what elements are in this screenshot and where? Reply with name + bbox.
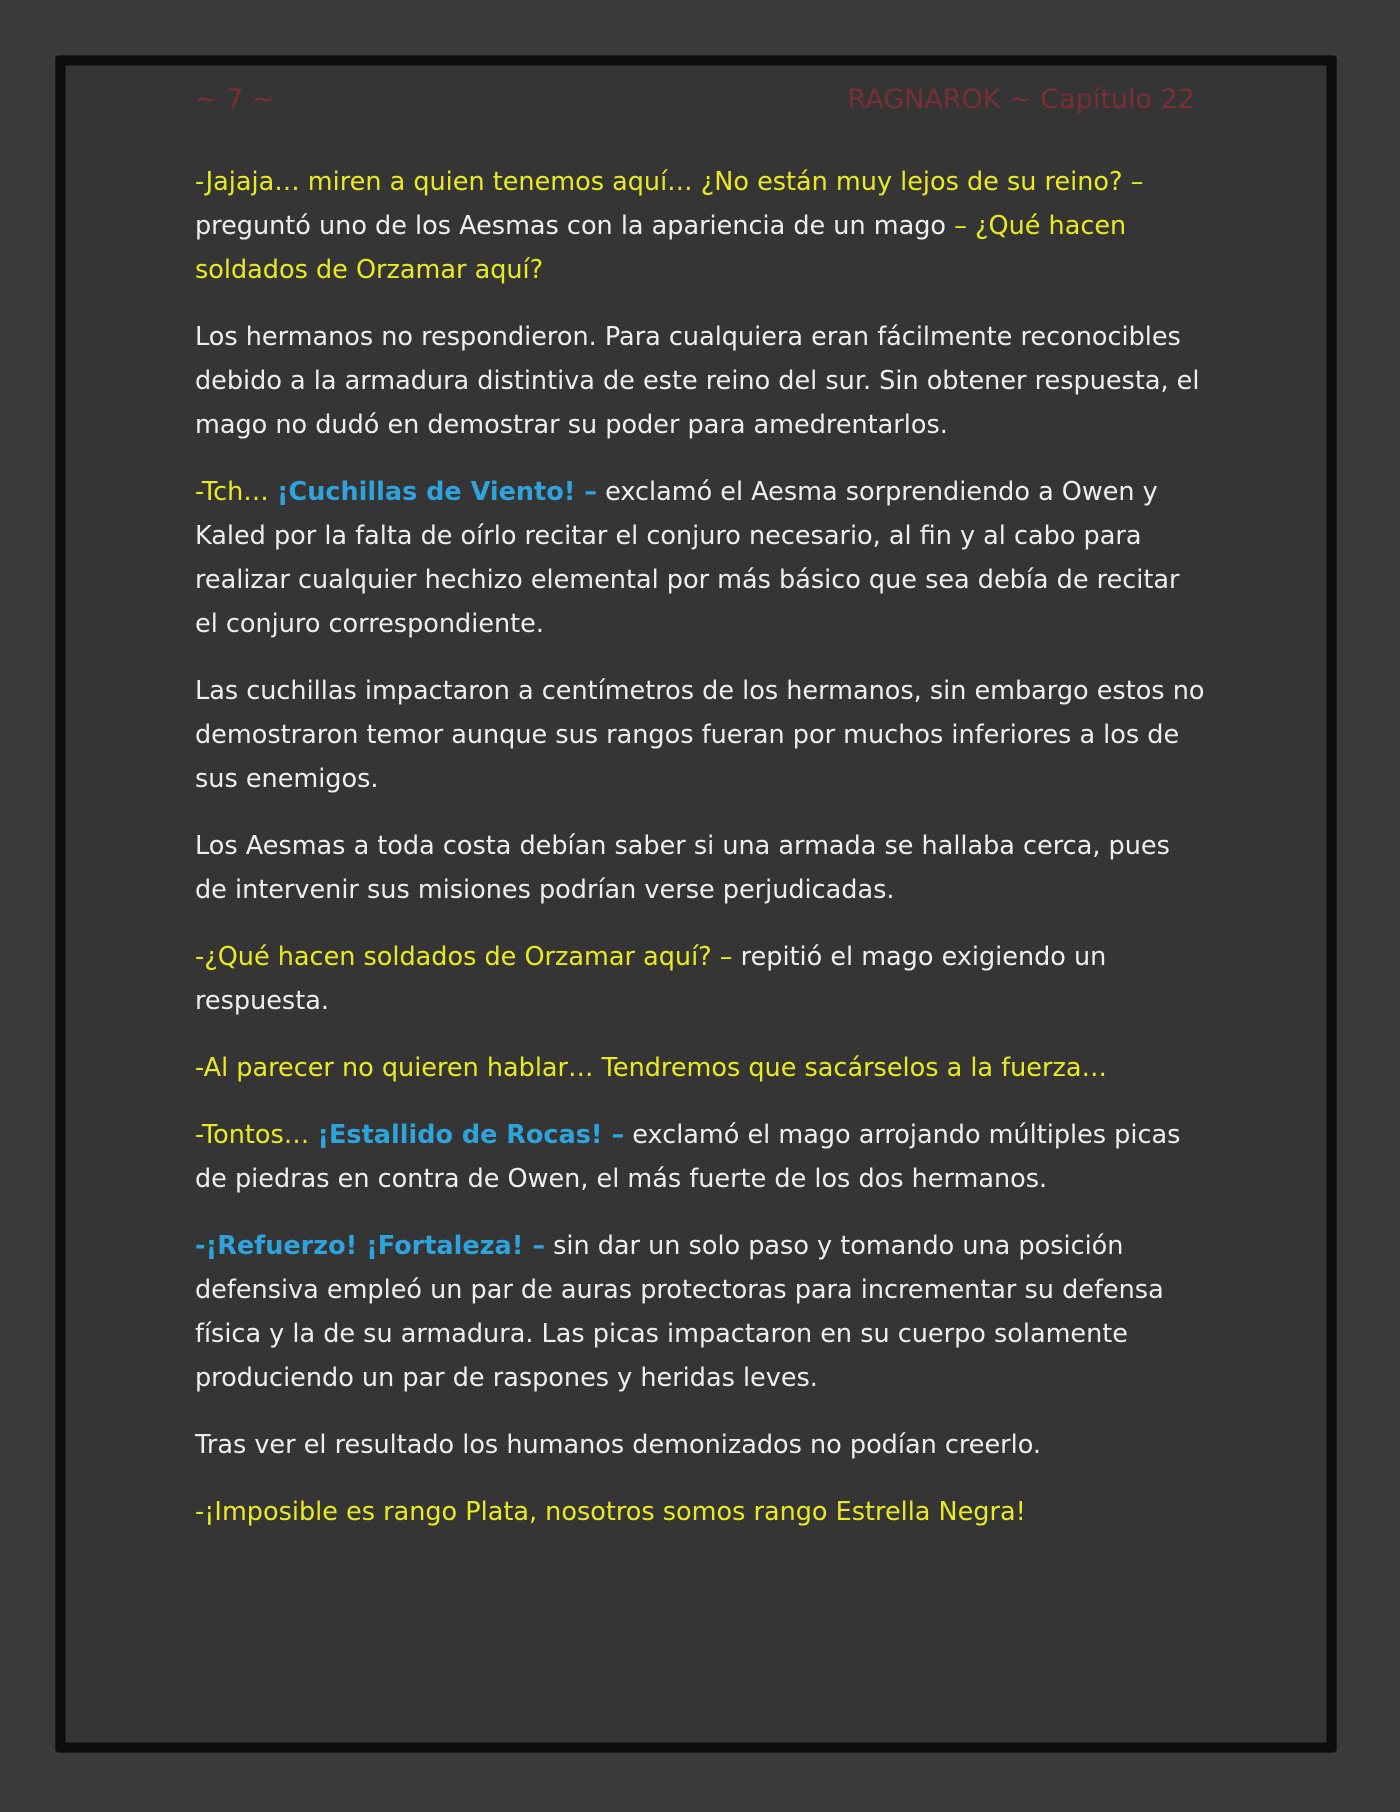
paragraph-10: Tras ver el resultado los humanos demonizados no podían creerlo. xyxy=(195,1430,1041,1460)
narration-text: exclamó el Aesma sorprendiendo a Owen y Kaled por la falta de oírlo recitar el conjuro necesario, al fin y al cabo para realizar cualquier hechizo elemental por más básico que sea debía de recitar el conjuro correspondiente. xyxy=(195,477,1180,639)
paragraph-5: Los Aesmas a toda costa debían saber si una armada se hallaba cerca, pues de intervenir sus misiones podrían verse perjudicadas. xyxy=(195,831,1170,905)
dialogue-text: – ¿Qué hacen soldados de Orzamar aquí? xyxy=(195,211,1127,285)
paragraph-7: -Al parecer no quieren hablar… Tendremos que sacárselos a la fuerza… xyxy=(195,1053,1107,1083)
page-number: ~ 7 ~ xyxy=(195,84,275,115)
paragraph-8 xyxy=(195,1113,1205,1201)
narration-text: repitió el mago exigiendo un respuesta. xyxy=(195,942,1107,1016)
narration-text: exclamó el mago arrojando múltiples picas de piedras en contra de Owen, el más fuerte de los dos hermanos. xyxy=(195,1120,1181,1194)
narration-text: preguntó uno de los Aesmas con la apariencia de un mago xyxy=(195,211,955,241)
dialogue-text: -¿Qué hacen soldados de Orzamar aquí? – xyxy=(195,942,733,972)
paragraph-2: Los hermanos no respondieron. Para cualquiera eran fácilmente reconocibles debido a la armadura distintiva de este reino del sur. Sin obtener respuesta, el mago no dudó en demostrar su poder para amedrentarlos. xyxy=(195,322,1200,440)
page-body xyxy=(195,160,1205,1557)
dialogue-text: -Tontos… xyxy=(195,1120,318,1150)
chapter-title: RAGNAROK ~ Capítulo 22 xyxy=(847,84,1195,115)
paragraph-6 xyxy=(195,935,1205,1023)
paragraph-4: Las cuchillas impactaron a centímetros de los hermanos, sin embargo estos no demostraron temor aunque sus rangos fueran por muchos inferiores a los de sus enemigos. xyxy=(195,676,1205,794)
spell-text: ¡Cuchillas de Viento! – xyxy=(276,477,598,507)
spell-text: ¡Estallido de Rocas! – xyxy=(317,1120,625,1150)
paragraph-11: -¡Imposible es rango Plata, nosotros somos rango Estrella Negra! xyxy=(195,1497,1026,1527)
dialogue-text: -Jajaja… miren a quien tenemos aquí… ¿No están muy lejos de su reino? – xyxy=(195,167,1144,197)
paragraph-9 xyxy=(195,1224,1205,1400)
paragraph-3 xyxy=(195,470,1205,646)
narration-text: sin dar un solo paso y tomando una posición defensiva empleó un par de auras protectoras para incrementar su defensa física y la de su armadura. Las picas impactaron en su cuerpo solamente produciendo un par de raspones y heridas leves. xyxy=(195,1231,1164,1393)
spell-text: -¡Refuerzo! ¡Fortaleza! – xyxy=(195,1231,545,1261)
dialogue-text: -Tch… xyxy=(195,477,277,507)
page-header xyxy=(195,84,1195,124)
paragraph-1 xyxy=(195,160,1205,292)
